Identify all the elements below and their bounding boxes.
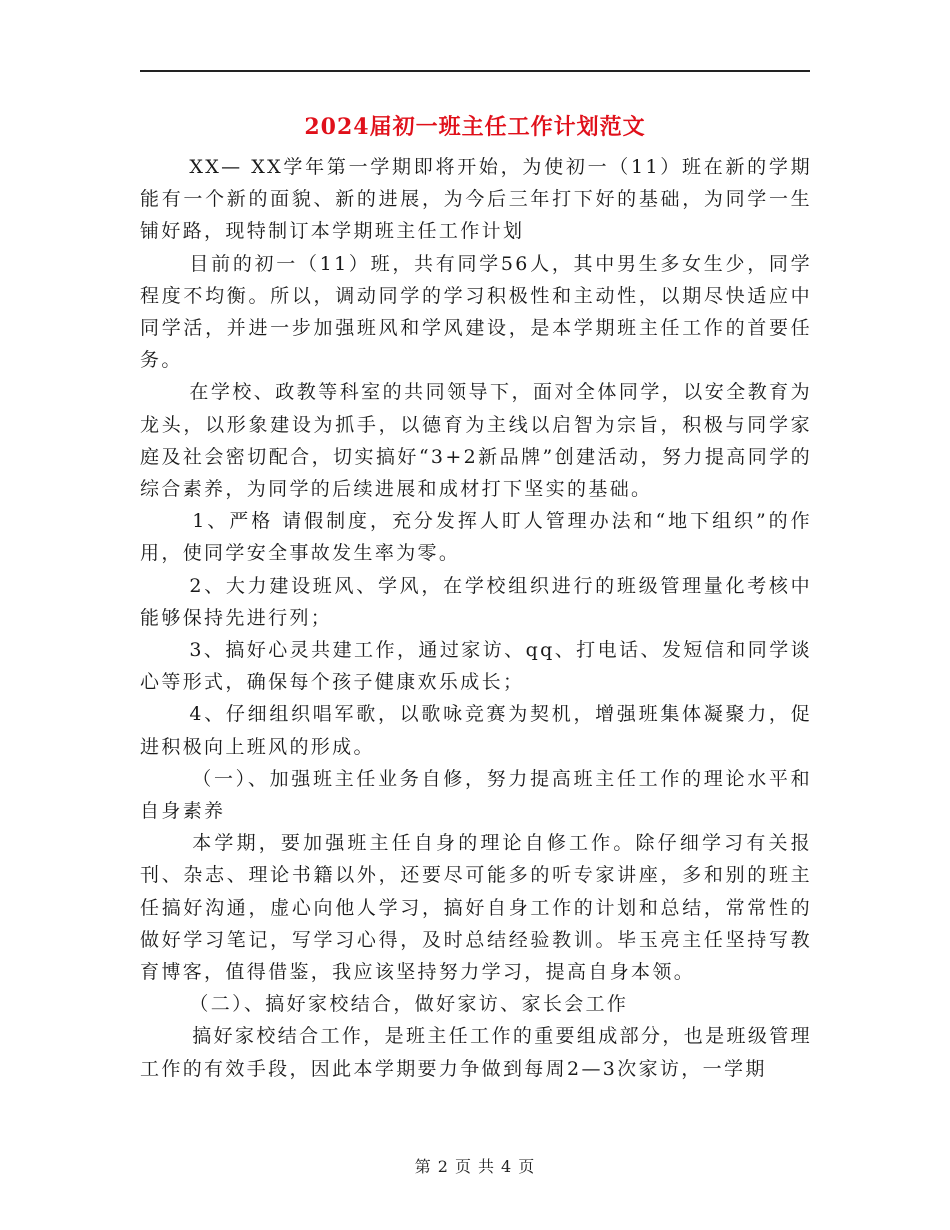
paragraph-intro: XX— XX学年第一学期即将开始，为使初一（11）班在新的学期能有一个新的面貌、新的进展，为今后三年打下好的基础，为同学一生铺好路，现特制订本学期班主任工作计划: [140, 156, 812, 243]
paragraph-goal-4: 4、仔细组织唱军歌，以歌咏竞赛为契机，增强班集体凝聚力，促进积极向上班风的形成。: [140, 703, 812, 758]
footer-prefix: 第: [414, 1157, 432, 1176]
footer-mid: 页 共: [454, 1157, 496, 1176]
paragraph-home-school: 搞好家校结合工作，是班主任工作的重要组成部分，也是班级管理工作的有效手段，因此本学期要力争做到每周2—3次家访，一学期: [140, 1025, 812, 1080]
page-footer: [0, 1154, 950, 1177]
paragraph-goal-1: 1、严格 请假制度，充分发挥人盯人管理办法和“地下组织”的作用，使同学安全事故发生率为零。: [140, 510, 812, 565]
paragraph-guiding-idea: 在学校、政教等科室的共同领导下，面对全体同学，以安全教育为龙头，以形象建设为抓手，以德育为主线以启智为宗旨，积极与同学家庭及社会密切配合，切实搞好“3+2新品牌”创建活动，努力提高同学的综合素养，为同学的后续进展和成材打下坚实的基础。: [140, 381, 812, 501]
section-heading-2: （二）、搞好家校结合，做好家访、家长会工作: [189, 993, 629, 1016]
paragraph-self-study: 本学期，要加强班主任自身的理论自修工作。除仔细学习有关报刊、杂志、理论书籍以外，还要尽可能多的听专家讲座，多和别的班主任搞好沟通，虚心向他人学习，搞好自身工作的计划和总结，常常性的做好学习笔记，写学习心得，及时总结经验教训。毕玉亮主任坚持写教育博客，值得借鉴，我应该坚持努力学习，提高自身本领。: [140, 832, 812, 984]
document-body: [140, 151, 812, 1085]
paragraph-class-status: 目前的初一（11）班，共有同学56人，其中男生多女生少，同学程度不均衡。所以，调动同学的学习积极性和主动性，以期尽快适应中同学活，并进一步加强班风和学风建设，是本学期班主任工作的首要任务。: [140, 252, 812, 372]
footer-page-number: 2: [437, 1157, 449, 1176]
paragraph-goal-2: 2、大力建设班风、学风，在学校组织进行的班级管理量化考核中能够保持先进行列；: [140, 574, 812, 629]
document-title: 2024届初一班主任工作计划范文: [304, 114, 646, 140]
footer-suffix: 页: [518, 1157, 536, 1176]
paragraph-goal-3: 3、搞好心灵共建工作，通过家访、qq、打电话、发短信和同学谈心等形式，确保每个孩子健康欢乐成长；: [140, 639, 812, 694]
footer-total-pages: 4: [501, 1157, 513, 1176]
section-heading-1: （一）、加强班主任业务自修，努力提高班主任工作的理论水平和自身素养: [140, 767, 812, 823]
header-rule: [140, 70, 810, 72]
